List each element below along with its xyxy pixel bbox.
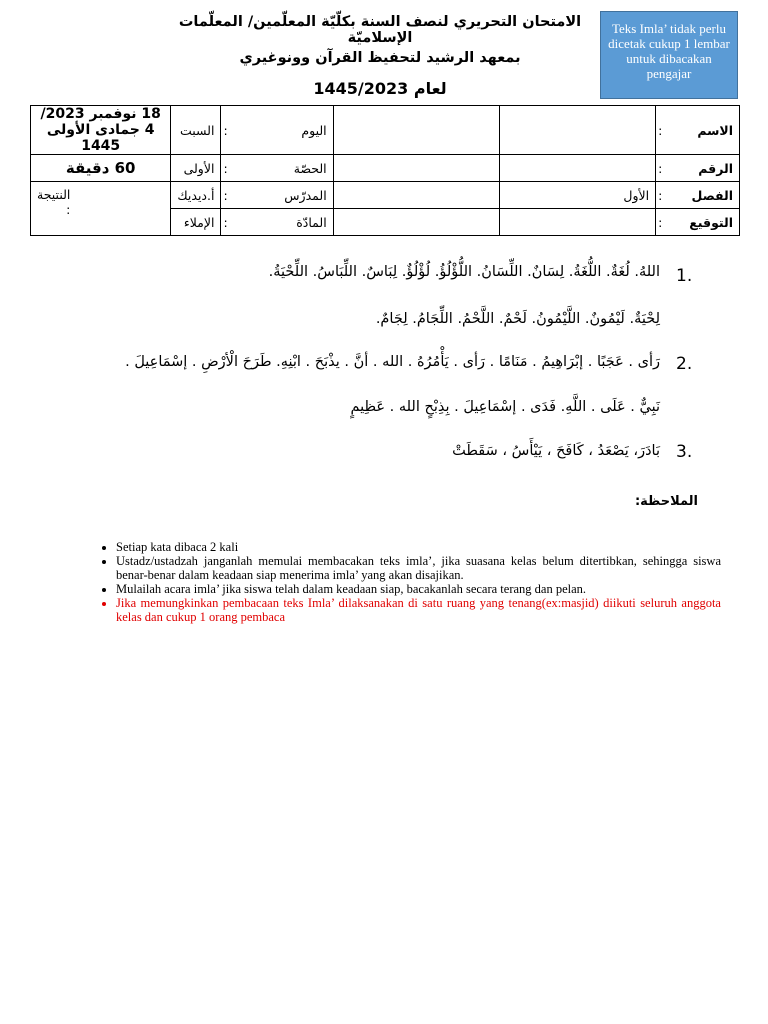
note-item: • Mulailah acara imla’ jika siswa telah dalam keadaan siap, bacakanlah secara terang dan pelan. [116, 582, 721, 596]
number-extra [333, 155, 499, 182]
student-info-table [30, 105, 740, 236]
day-value: السبت [171, 106, 221, 155]
info-row-class [31, 182, 740, 209]
day-label: اليوم [250, 106, 333, 155]
institute-name: بمعهد الرشيد لتحفيظ القرآن وونوغيري [239, 50, 521, 66]
result-label: النتيجة : [31, 182, 171, 236]
question-2-line-1: رَأى . عَجَبًا . إبْرَاهِيمُ . مَنَامًا . رَأى . يَأْمُرُهُ . الله . أنَّ . يذْبَحَ . ابْنِهِ. طَرَحَ الْأرْضِ . إسْمَاعِيلَ . [125, 354, 660, 370]
session-label: الحصّة [250, 155, 333, 182]
info-row-number [31, 155, 740, 182]
teacher-colon: : [221, 182, 250, 209]
academic-year: لعام 1445/2023 [313, 79, 447, 98]
duration-value: 60 دقيقة [31, 155, 171, 182]
question-1-number: 1. [676, 266, 693, 286]
question-2-line-2: نَبِيٌّ . عَلَى . اللَّهِ. فَدَى . إسْمَاعِيلَ . بِذِبْحٍ الله . عَظِيمٍ [350, 399, 660, 415]
name-colon: : [656, 106, 680, 155]
note-item: • Ustadz/ustadzah janganlah memulai membacakan teks imla’, jika suasana kelas belum ditertibkan, sehingga siswa benar-benar dalam keadaan siap menerima imla’ yang akan disajikan. [116, 554, 721, 582]
class-colon: : [656, 182, 680, 209]
session-value: الأولى [171, 155, 221, 182]
signature-value [499, 209, 655, 236]
question-1-line-2: لِحْيَةٌ. لَيْمُونٌ. اللَّيْمُونُ. لَحْمٌ. اللَّحْمُ. اللِّجَامُ. لِجَامٌ. [375, 311, 660, 327]
info-row-name [31, 106, 740, 155]
exam-title: الامتحان التحريري لنصف السنة بكلّيّة المعلّمين/ المعلّمات الإسلاميّة [178, 14, 582, 46]
note-item-warning: • Jika memungkinkan pembacaan teks Imla’ dilaksanakan di satu ruang yang tenang(ex:masjid) diikuti seluruh anggota kelas dan cukup 1 orang pembaca [116, 596, 721, 624]
session-colon: : [221, 155, 250, 182]
number-value [499, 155, 655, 182]
day-colon: : [221, 106, 250, 155]
name-value [499, 106, 655, 155]
signature-colon: : [656, 209, 680, 236]
question-1-line-1: اللهُ. لُغَةٌ. اللُّغَةُ. لِسَانٌ. اللِّسَانُ. اللُّؤْلُؤُ. لُؤْلُؤٌ. لِبَاسٌ. اللِّبَاسُ. اللِّحْيَةُ. [268, 264, 660, 280]
note-item: • Setiap kata dibaca 2 kali [116, 540, 721, 554]
notes-title: الملاحظة: [634, 494, 698, 509]
signature-label: التوقيع [679, 209, 739, 236]
date-value: 18 نوفمبر 2023/ 4 جمادى الأولى 1445 [31, 106, 171, 155]
class-value: الأول [499, 182, 655, 209]
name-label: الاسم [679, 106, 739, 155]
number-colon: : [656, 155, 680, 182]
number-label: الرقم [679, 155, 739, 182]
teacher-label: المدرّس [250, 182, 333, 209]
class-extra [333, 182, 499, 209]
subject-colon: : [221, 209, 250, 236]
signature-extra [333, 209, 499, 236]
class-label: الفصل [679, 182, 739, 209]
subject-label: المادّة [250, 209, 333, 236]
question-3-number: 3. [676, 442, 693, 462]
subject-value: الإملاء [171, 209, 221, 236]
question-2-number: 2. [676, 354, 693, 374]
name-extra [333, 106, 499, 155]
question-3-line-1: بَادَرَ، يَصْعَدُ ، كَافَحَ ، يَيْأَسُ ، سَقَطَتْ [452, 443, 660, 459]
teacher-value: أ.ديديك [171, 182, 221, 209]
teacher-notes-list [92, 540, 721, 624]
instruction-note-box: Teks Imla’ tidak perlu dicetak cukup 1 lembar untuk dibacakan pengajar [600, 11, 738, 99]
